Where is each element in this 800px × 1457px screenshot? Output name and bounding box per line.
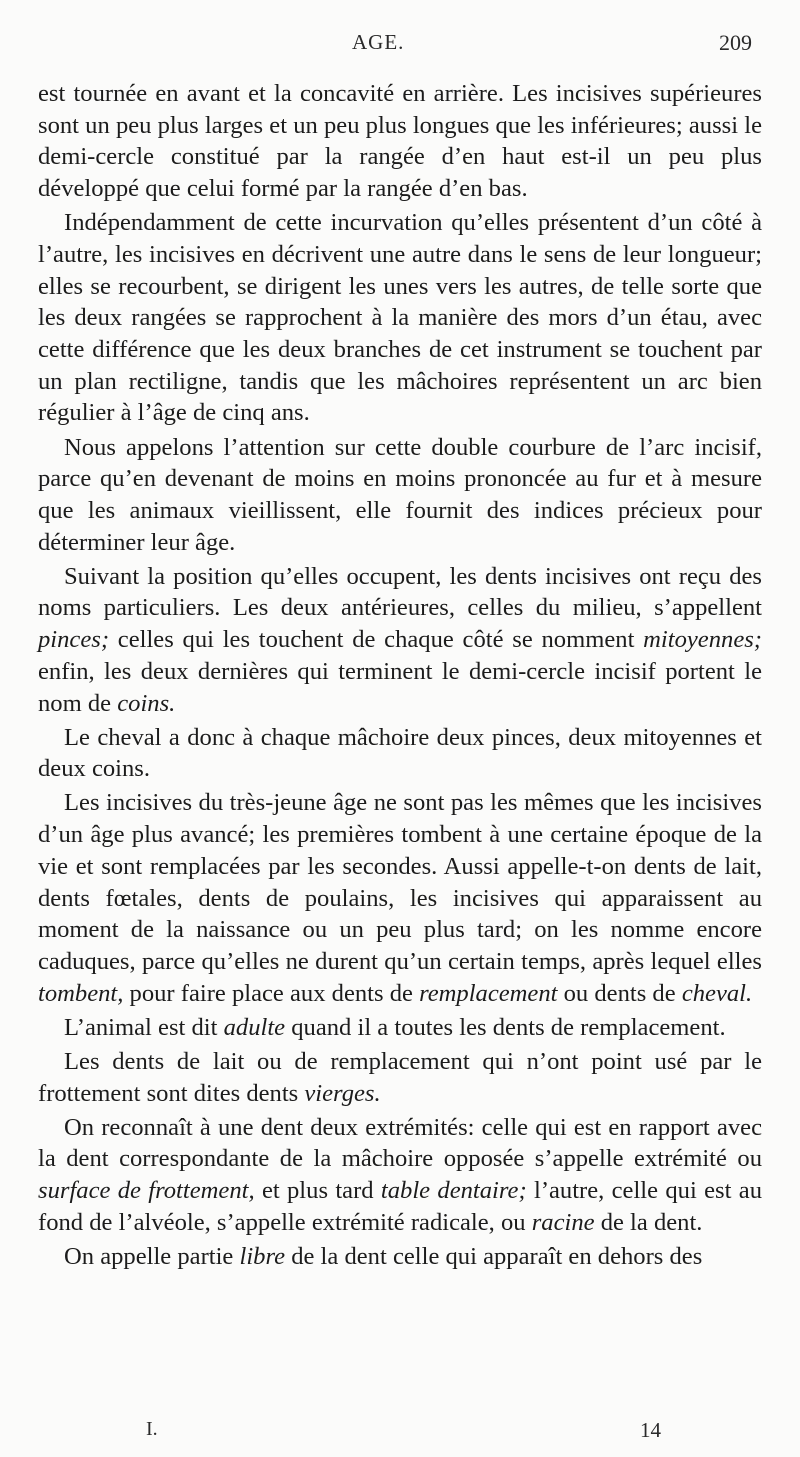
paragraph [38, 432, 762, 559]
sheet-signature: 14 [640, 1418, 661, 1442]
text-run: l’autre, celle qui est au fond de l’alvéole, s’appelle extrémité radicale, ou [38, 1177, 762, 1236]
paragraph [38, 78, 762, 205]
italic-term: cheval. [681, 979, 753, 1007]
text-run: On reconnaît à une dent deux extrémités: celle qui est en rapport avec la dent correspondante de la mâchoire opposée s’appelle extrémité ou [38, 1113, 762, 1173]
italic-term: racine [531, 1208, 595, 1236]
italic-term: adulte [223, 1013, 286, 1041]
text-run: L’animal est dit [64, 1013, 224, 1041]
italic-term: vierges. [304, 1079, 381, 1107]
text-run: Indépendamment de cette incurvation qu’elles présentent d’un côté à l’autre, les incisives en décrivent une autre dans le sens de leur longueur; elles se recourbent, se dirigent les unes vers les autres, de telle sorte que les deux rangées se rapprochent à la manière des mors d’un étau, avec cette différence que les deux branches de cet instrument se touchent par un plan rectiligne, tandis que les mâchoires représentent un arc bien régulier à l’âge de cinq ans. [38, 209, 762, 427]
text-run: de la dent celle qui apparaît en dehors des [285, 1242, 703, 1270]
text-run: enfin, les deux dernières qui terminent le demi-cercle incisif portent le nom de [38, 657, 762, 717]
text-run: Les incisives du très-jeune âge ne sont pas les mêmes que les incisives d’un âge plus avancé; les premières tombent à une certaine époque de la vie et sont remplacées par les secondes. Aussi appelle-t-on dents de lait, dents fœtales, dents de poulains, les incisives qui apparaissent au moment de la naissance ou un peu plus tard; on les nomme encore caduques, parce qu’elles ne durent qu’un certain temps, après lequel elles [38, 789, 762, 975]
paragraph [38, 722, 762, 785]
text-run: est tournée en avant et la concavité en arrière. Les incisives supérieures sont un peu plus larges et un peu plus longues que les inférieures; aussi le demi-cercle constitué par la rangée d’en haut est-il un peu plus développé que celui formé par la rangée d’en bas. [38, 80, 762, 203]
italic-term: surface de frottement, [38, 1177, 255, 1205]
text-run: Nous appelons l’attention sur cette double courbure de l’arc incisif, parce qu’en devenant de moins en moins prononcée au fur et à mesure que les animaux vieillissent, elle fournit des indices précieux pour déterminer leur âge. [38, 433, 762, 556]
italic-term: mitoyennes; [643, 626, 762, 654]
text-run: Les dents de lait ou de remplacement qui n’ont point usé par le frottement sont dites dents [38, 1047, 762, 1107]
paragraph [38, 207, 762, 429]
page-footer [0, 1418, 800, 1448]
italic-term: coins. [117, 689, 176, 717]
text-run: ou dents de [557, 979, 682, 1007]
paragraph [38, 787, 762, 1009]
text-run: On appelle partie [64, 1242, 240, 1270]
text-run: Suivant la position qu’elles occupent, les dents incisives ont reçu des noms particuliers. Les deux antérieures, celles du milieu, s’appellent [38, 562, 762, 622]
paragraph [38, 1046, 762, 1109]
text-run: de la dent. [594, 1208, 703, 1236]
paragraph [38, 1112, 762, 1239]
volume-signature: I. [146, 1418, 158, 1440]
italic-term: table dentaire; [380, 1177, 527, 1205]
text-run: Le cheval a donc à chaque mâchoire deux pinces, deux mitoyennes et deux coins. [38, 723, 762, 783]
paragraph [38, 561, 762, 720]
paragraph [38, 1012, 762, 1044]
text-run: celles qui les touchent de chaque côté se nomment [109, 626, 644, 654]
text-run: pour faire place aux dents de [123, 979, 420, 1007]
page-header [0, 30, 800, 70]
running-title: AGE. [352, 30, 405, 54]
italic-term: remplacement [419, 979, 558, 1007]
body-text [38, 78, 762, 1273]
page-number: 209 [719, 30, 752, 55]
italic-term: pinces; [38, 626, 110, 654]
text-run: quand il a toutes les dents de remplacement. [285, 1013, 726, 1041]
text-run: et plus tard [254, 1177, 381, 1205]
paragraph [38, 1241, 762, 1273]
italic-term: tombent, [38, 979, 124, 1007]
italic-term: libre [239, 1242, 286, 1270]
